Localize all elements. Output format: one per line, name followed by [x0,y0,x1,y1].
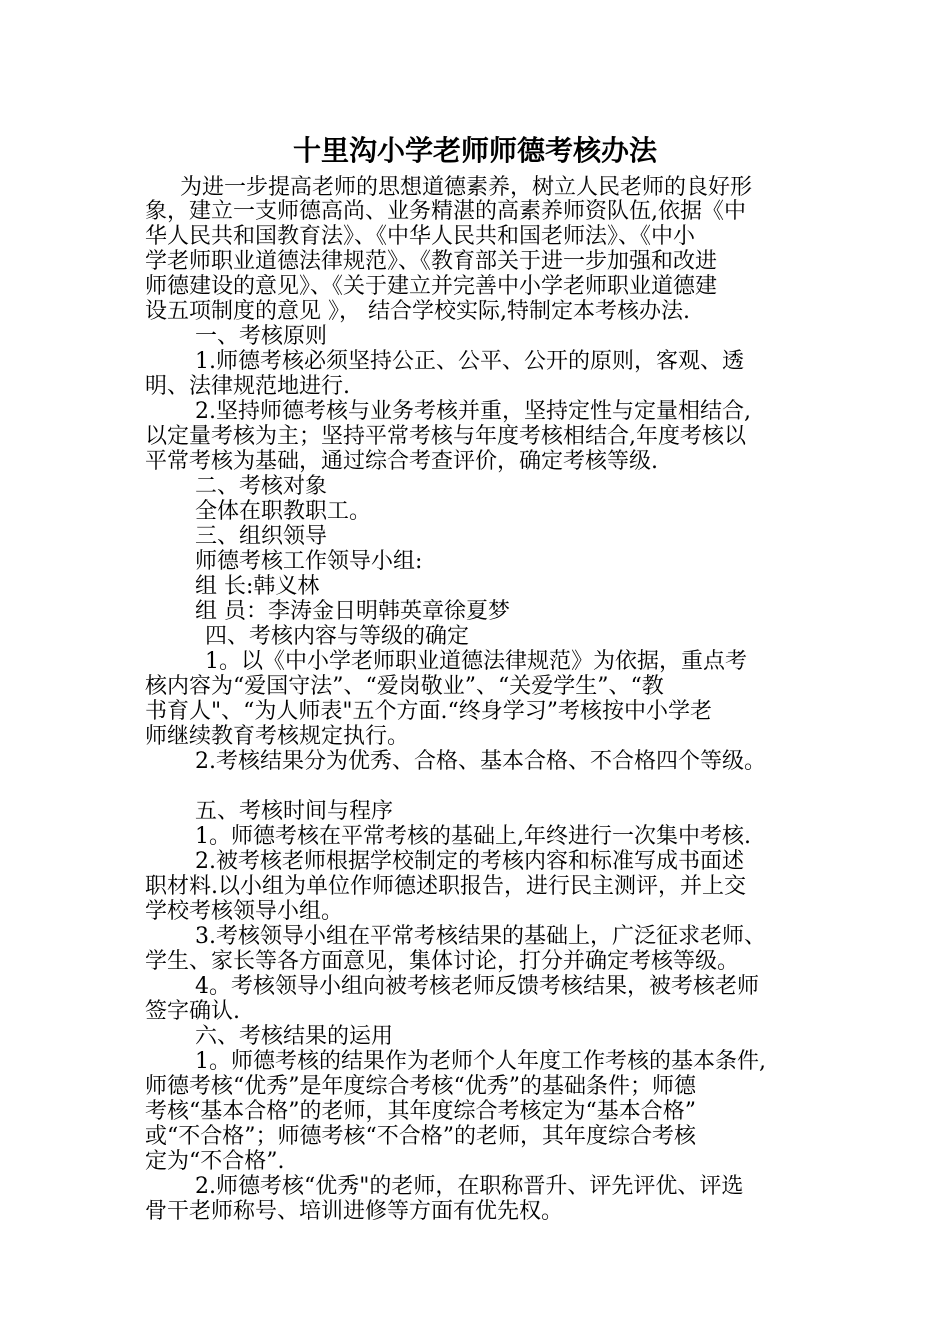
paragraph-line: 1。师德考核在平常考核的基础上,年终进行一次集中考核. [195,824,751,849]
paragraph-line: 书育人"、“为人师表"五个方面.“终身学习”考核按中小学老 [145,699,712,724]
section-heading-targets: 二、考核对象 [195,474,328,499]
paragraph-line: 华人民共和国教育法》、《中华人民共和国老师法》、《中小 [145,224,696,249]
paragraph-line: 以定量考核为主；坚持平常考核与年度考核相结合,年度考核以 [145,424,746,449]
paragraph-line: 2.被考核老师根据学校制定的考核内容和标准写成书面述 [195,849,744,874]
paragraph-line: 师德建设的意见》、《关于建立并完善中小学老师职业道德建 [145,274,718,299]
paragraph-line: 或“不合格”；师德考核“不合格”的老师，其年度综合考核 [145,1124,696,1149]
section-heading-leadership: 三、组织领导 [195,524,328,549]
paragraph-line: 定为“不合格”. [145,1149,285,1174]
paragraph-line: 全体在职教职工。 [195,499,372,524]
paragraph-line: 学生、家长等各方面意见，集体讨论，打分并确定考核等级。 [145,949,740,974]
section-heading-content: 四、考核内容与等级的确定 [205,624,470,649]
paragraph-line: 学老师职业道德法律规范》、《教育部关于进一步加强和改进 [145,249,718,274]
paragraph-line: 设五项制度的意见 》， 结合学校实际,特制定本考核办法. [145,299,690,324]
paragraph-line: 签字确认. [145,999,240,1024]
paragraph-line: 1。师德考核的结果作为老师个人年度工作考核的基本条件, [195,1049,766,1074]
paragraph-line: 核内容为“爱国守法”、“爱岗敬业”、“关爱学生”、“教 [145,674,664,699]
paragraph-line: 1.师德考核必须坚持公正、公平、公开的原则，客观、透 [195,349,744,374]
paragraph-line: 2.考核结果分为优秀、合格、基本合格、不合格四个等级。 [195,749,766,774]
paragraph-line: 明、法律规范地进行. [145,374,350,399]
paragraph-line: 师继续教育考核规定执行。 [145,724,410,749]
paragraph-line: 学校考核领导小组。 [145,899,344,924]
paragraph-line: 平常考核为基础，通过综合考查评价，确定考核等级. [145,449,658,474]
section-heading-procedure: 五、考核时间与程序 [195,799,394,824]
paragraph-line: 为进一步提高老师的思想道德素养，树立人民老师的良好形 [180,175,753,200]
paragraph-line: 考核“基本合格”的老师，其年度综合考核定为“基本合格” [145,1099,696,1124]
paragraph-line: 2.师德考核“优秀"的老师，在职称晋升、评先评优、评选 [195,1174,744,1199]
section-heading-principles: 一、考核原则 [195,324,328,349]
paragraph-line: 职材料.以小组为单位作师德述职报告，进行民主测评，并上交 [145,874,746,899]
section-heading-application: 六、考核结果的运用 [195,1024,394,1049]
paragraph-line: 骨干老师称号、培训进修等方面有优先权。 [145,1199,564,1224]
paragraph-line: 2.坚持师德考核与业务考核并重，坚持定性与定量相结合, [195,399,751,424]
group-leader-line: 组 长:韩义林 [195,574,320,599]
document-title: 十里沟小学老师师德考核办法 [292,134,657,167]
paragraph-line: 4。考核领导小组向被考核老师反馈考核结果，被考核老师 [195,974,759,999]
paragraph-line: 师德考核“优秀”是年度综合考核“优秀”的基础条件；师德 [145,1074,696,1099]
paragraph-line: 3.考核领导小组在平常考核结果的基础上，广泛征求老师、 [195,924,766,949]
paragraph-line: 1。以《中小学老师职业道德法律规范》为依据，重点考 [205,649,747,674]
paragraph-line: 师德考核工作领导小组: [195,549,423,574]
paragraph-line: 象，建立一支师德高尚、业务精湛的高素养师资队伍,依据《中 [145,199,746,224]
group-members-line: 组 员：李涛金日明韩英章徐夏梦 [195,599,510,624]
